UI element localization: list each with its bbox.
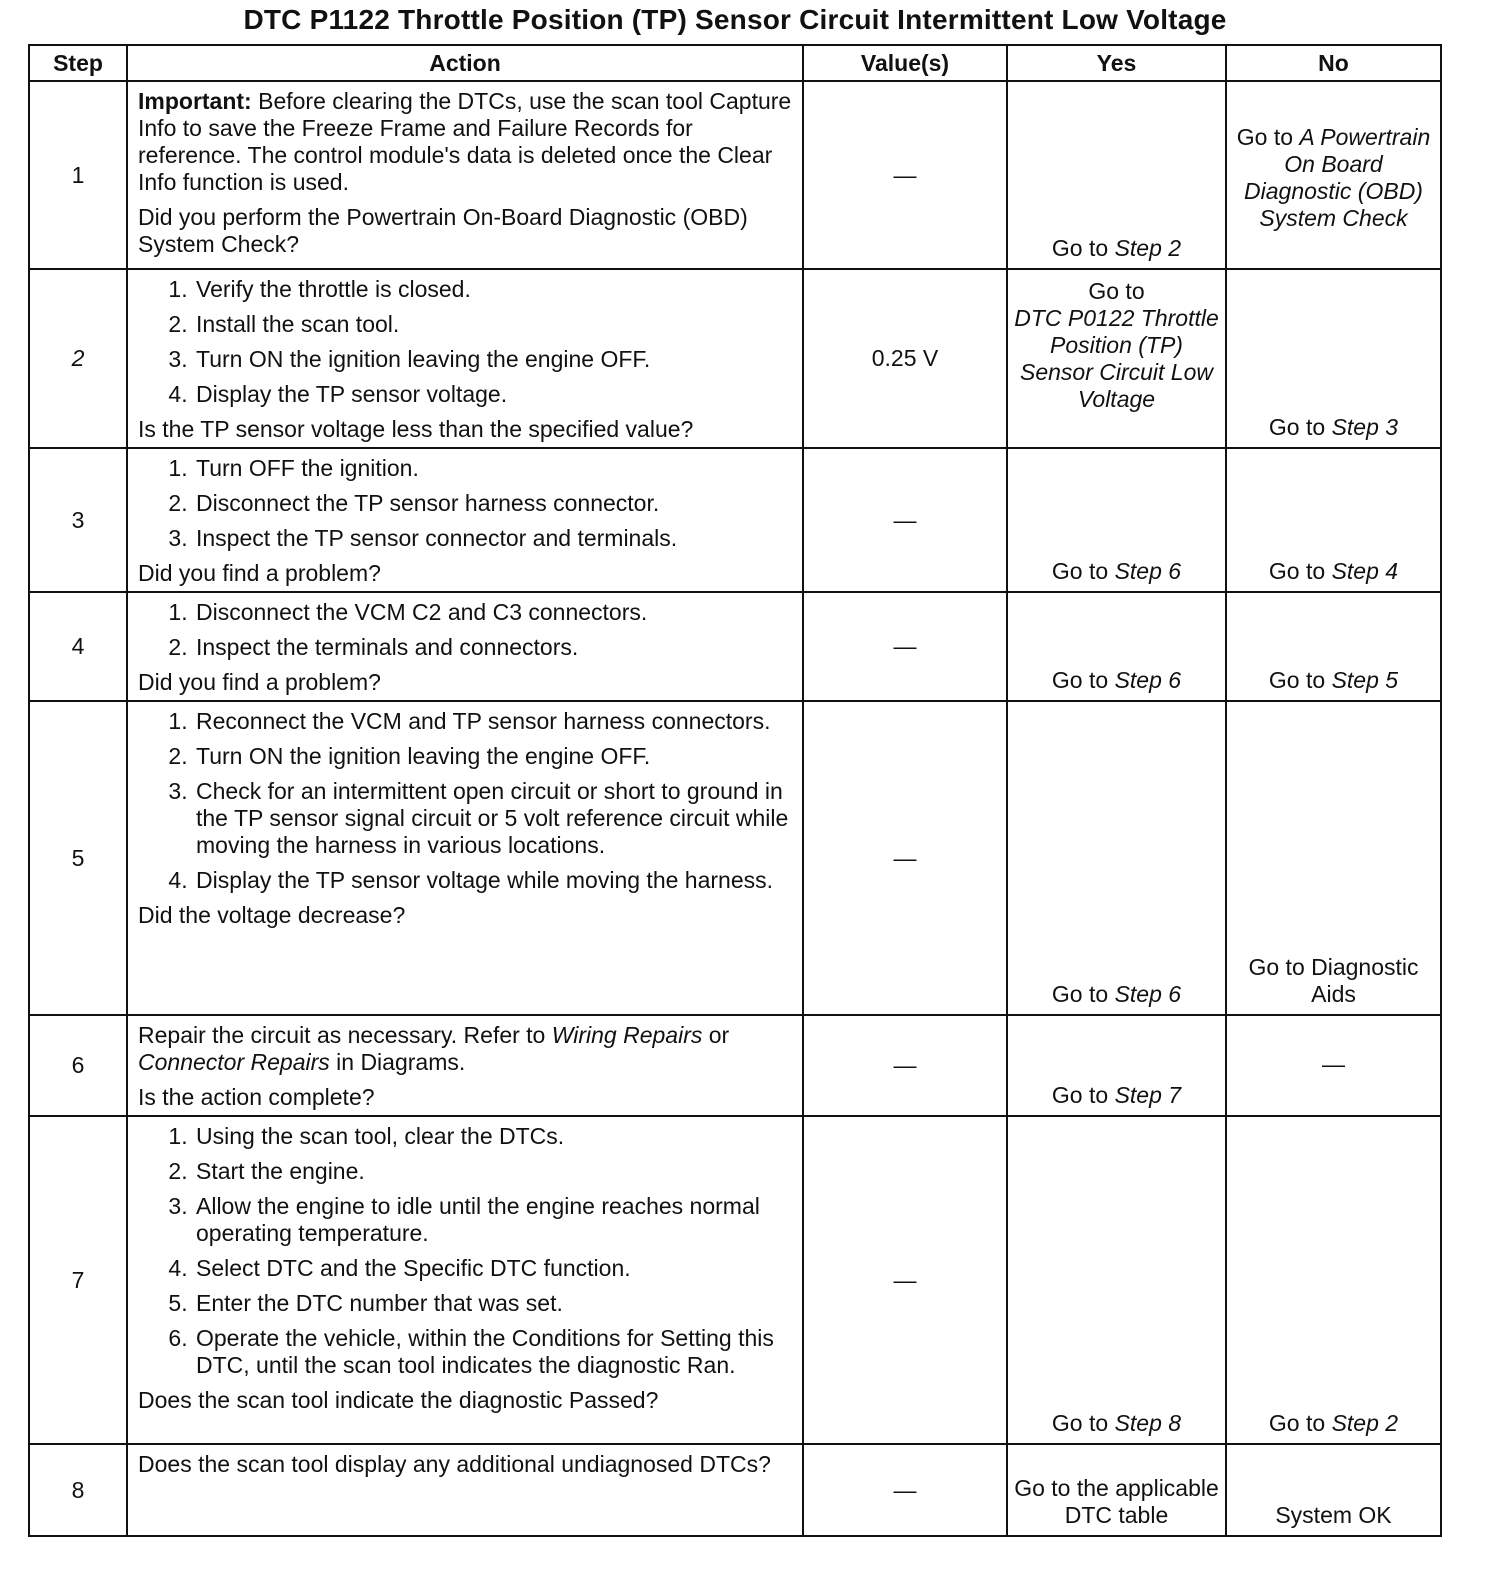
action-step: 1. Verify the throttle is closed. (194, 276, 792, 303)
action-question: Does the scan tool indicate the diagnostic Passed? (138, 1387, 659, 1413)
yes-link[interactable]: Step 6 (1114, 558, 1182, 584)
value-cell: — (803, 592, 1007, 701)
action-steps (138, 455, 792, 552)
action-step: 2. Start the engine. (194, 1158, 792, 1185)
step-number: 3 (29, 448, 127, 592)
action-step: 2. Disconnect the TP sensor harness connector. (194, 490, 792, 517)
action-cell (127, 1015, 803, 1116)
no-link[interactable]: A Powertrain On Board Diagnostic (OBD) System Check (1244, 124, 1431, 231)
header-action: Action (127, 45, 803, 81)
action-question: Did you perform the Powertrain On-Board Diagnostic (OBD) System Check? (138, 204, 748, 257)
no-prefix: Go to (1268, 414, 1332, 440)
yes-link[interactable]: Step 2 (1114, 235, 1182, 261)
no-link[interactable]: Go to Diagnostic Aids (1248, 954, 1419, 1007)
value-cell: 0.25 V (803, 269, 1007, 448)
yes-link[interactable]: Step 6 (1114, 981, 1182, 1007)
no-cell (1226, 1116, 1441, 1444)
value-cell: — (803, 1116, 1007, 1444)
table-row (29, 448, 1441, 592)
action-steps (138, 708, 792, 894)
no-cell (1226, 81, 1441, 269)
yes-cell (1007, 701, 1226, 1015)
wiring-repairs-link[interactable]: Wiring Repairs (551, 1022, 703, 1048)
action-step: 1. Using the scan tool, clear the DTCs. (194, 1123, 792, 1150)
step-number: 7 (29, 1116, 127, 1444)
action-step: 4. Select DTC and the Specific DTC function. (194, 1255, 792, 1282)
yes-link[interactable]: Go to the applicable DTC table (1014, 1475, 1219, 1528)
action-question: Is the action complete? (138, 1084, 375, 1110)
yes-cell (1007, 448, 1226, 592)
action-step: 4. Display the TP sensor voltage while moving the harness. (194, 867, 792, 894)
no-link[interactable]: Step 2 (1331, 1410, 1399, 1436)
yes-cell (1007, 592, 1226, 701)
action-question: Does the scan tool display any additional undiagnosed DTCs? (138, 1451, 771, 1477)
step-number: 4 (29, 592, 127, 701)
action-question: Is the TP sensor voltage less than the specified value? (138, 416, 694, 442)
no-cell (1226, 448, 1441, 592)
repair-text-part: Repair the circuit as necessary. Refer to (138, 1022, 552, 1048)
yes-prefix: Go to (1051, 558, 1115, 584)
step-number: 2 (29, 269, 127, 448)
yes-prefix: Go to (1051, 1082, 1115, 1108)
important-text: Before clearing the DTCs, use the scan tool Capture Info to save the Freeze Frame and Failure Records for reference. The control module's data is deleted once the Clear Info function is used. (138, 88, 792, 195)
diagnostic-table (28, 44, 1442, 1537)
action-question: Did you find a problem? (138, 669, 381, 695)
no-cell (1226, 592, 1441, 701)
action-cell (127, 448, 803, 592)
action-steps (138, 1123, 792, 1379)
yes-cell (1007, 1015, 1226, 1116)
step-number: 1 (29, 81, 127, 269)
yes-link[interactable]: DTC P0122 Throttle Position (TP) Sensor Circuit Low Voltage (1014, 305, 1219, 412)
yes-cell (1007, 1116, 1226, 1444)
yes-prefix: Go to (1051, 1410, 1115, 1436)
yes-cell (1007, 269, 1226, 448)
action-step: 3. Inspect the TP sensor connector and terminals. (194, 525, 792, 552)
no-prefix: Go to (1268, 667, 1332, 693)
action-step: 2. Install the scan tool. (194, 311, 792, 338)
no-cell (1226, 269, 1441, 448)
table-row (29, 1116, 1441, 1444)
action-step: 2. Inspect the terminals and connectors. (194, 634, 792, 661)
no-link[interactable]: Step 5 (1331, 667, 1399, 693)
table-row (29, 592, 1441, 701)
no-link[interactable]: Step 4 (1331, 558, 1399, 584)
no-prefix: Go to (1268, 558, 1332, 584)
header-yes: Yes (1007, 45, 1226, 81)
table-row (29, 81, 1441, 269)
yes-prefix: Go to (1088, 278, 1145, 304)
no-prefix: Go to (1236, 124, 1300, 150)
action-cell (127, 592, 803, 701)
table-row (29, 1444, 1441, 1536)
value-cell: — (803, 448, 1007, 592)
yes-link[interactable]: Step 7 (1114, 1082, 1182, 1108)
repair-text-part: in Diagrams. (329, 1049, 466, 1075)
important-label: Important: (138, 88, 252, 114)
action-cell (127, 701, 803, 1015)
action-step: 1. Turn OFF the ignition. (194, 455, 792, 482)
header-values: Value(s) (803, 45, 1007, 81)
no-cell (1226, 701, 1441, 1015)
step-number: 8 (29, 1444, 127, 1536)
yes-prefix: Go to (1051, 981, 1115, 1007)
action-step: 3. Check for an intermittent open circuit or short to ground in the TP sensor signal circuit or 5 volt reference circuit while moving the harness in various locations. (194, 778, 792, 859)
action-step: 4. Display the TP sensor voltage. (194, 381, 792, 408)
action-cell (127, 1116, 803, 1444)
action-cell (127, 81, 803, 269)
no-prefix: Go to (1268, 1410, 1332, 1436)
action-cell (127, 1444, 803, 1536)
repair-text (138, 1022, 792, 1076)
table-row (29, 1015, 1441, 1116)
yes-link[interactable]: Step 6 (1114, 667, 1182, 693)
connector-repairs-link[interactable]: Connector Repairs (138, 1049, 330, 1075)
action-step: 1. Reconnect the VCM and TP sensor harness connectors. (194, 708, 792, 735)
action-steps (138, 599, 792, 661)
action-steps (138, 276, 792, 408)
action-question: Did you find a problem? (138, 560, 381, 586)
yes-prefix: Go to (1051, 667, 1115, 693)
yes-prefix: Go to (1051, 235, 1115, 261)
action-cell (127, 269, 803, 448)
value-cell: — (803, 1444, 1007, 1536)
no-link[interactable]: Step 3 (1331, 414, 1399, 440)
step-number: 5 (29, 701, 127, 1015)
yes-link[interactable]: Step 8 (1114, 1410, 1182, 1436)
action-step: 5. Enter the DTC number that was set. (194, 1290, 792, 1317)
table-row (29, 269, 1441, 448)
no-cell: — (1226, 1015, 1441, 1116)
table-row (29, 701, 1441, 1015)
header-row (29, 45, 1441, 81)
action-question: Did the voltage decrease? (138, 902, 406, 928)
yes-cell (1007, 81, 1226, 269)
action-step: 6. Operate the vehicle, within the Conditions for Setting this DTC, until the scan tool indicates the diagnostic Ran. (194, 1325, 792, 1379)
header-no: No (1226, 45, 1441, 81)
page-title: DTC P1122 Throttle Position (TP) Sensor Circuit Intermittent Low Voltage (243, 4, 1227, 35)
step-number: 6 (29, 1015, 127, 1116)
yes-cell (1007, 1444, 1226, 1536)
action-step: 1. Disconnect the VCM C2 and C3 connectors. (194, 599, 792, 626)
repair-text-part: or (702, 1022, 730, 1048)
no-cell: System OK (1226, 1444, 1441, 1536)
action-step: 3. Allow the engine to idle until the engine reaches normal operating temperature. (194, 1193, 792, 1247)
action-step: 3. Turn ON the ignition leaving the engine OFF. (194, 346, 792, 373)
value-cell: — (803, 1015, 1007, 1116)
important-note (138, 88, 792, 196)
value-cell: — (803, 81, 1007, 269)
value-cell: — (803, 701, 1007, 1015)
header-step: Step (29, 45, 127, 81)
action-step: 2. Turn ON the ignition leaving the engine OFF. (194, 743, 792, 770)
